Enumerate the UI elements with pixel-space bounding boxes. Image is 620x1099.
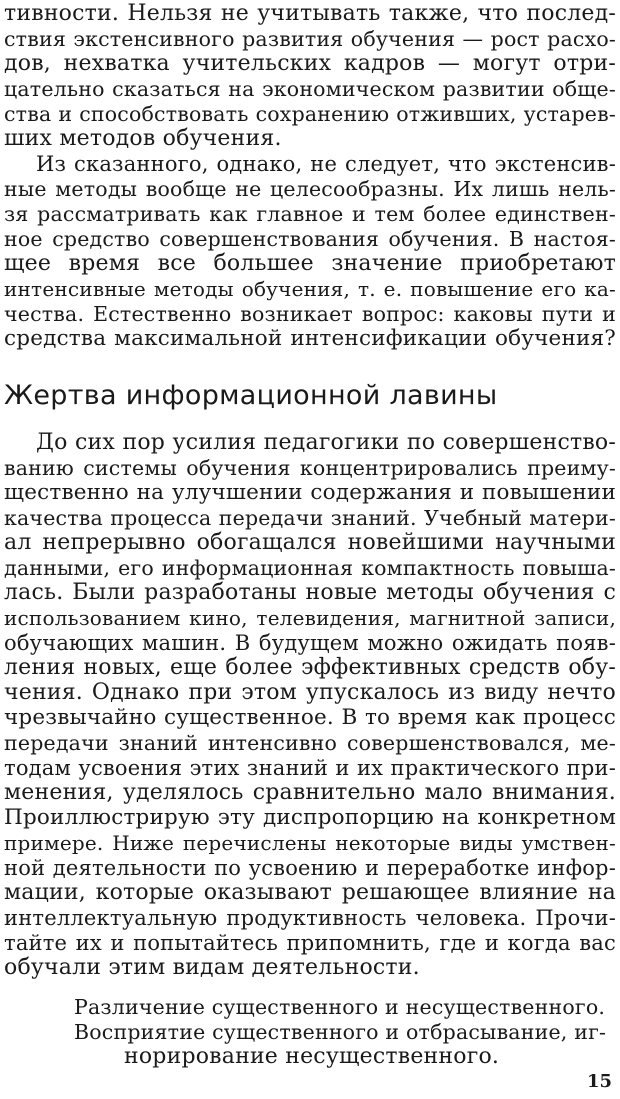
text-line: ства и способствовать сохранению отживших, устарев- [4,102,616,126]
text-line: примере. Ниже перечислены некоторые виды умствен- [4,831,616,855]
text-line: мации, которые оказывают решающее влияние на [4,880,616,905]
text-line: обучали этим видам деятельности. [4,955,420,980]
text-line: Проиллюстрирую эту диспропорцию на конкретном [4,805,616,830]
text-line: тодам усвоения этих знаний и их практического при- [4,756,616,780]
text-line: интеллектуальную продуктивность человека. Прочи- [4,906,616,930]
text-line: чения. Однако при этом упускалось из виду нечто [4,680,616,705]
text-line: До сих пор усилия педагогики по совершенство- [36,430,616,455]
list-item: норирование несущественного. [124,1044,500,1069]
text-line: ших методов обучения. [4,126,282,151]
text-line: использованием кино, телевидения, магнитной записи, [4,606,616,630]
text-line: качества процесса передачи знаний. Учебный матери- [4,506,616,530]
text-line: дов, нехватка учительских кадров — могут отри- [4,51,616,76]
text-line: интенсивные методы обучения, т. е. повышение его ка- [4,277,616,301]
text-line: чества. Естественно возникает вопрос: каковы пути и [4,302,616,326]
text-line: средства максимальной интенсификации обучения? [4,326,616,351]
list-item: Восприятие существенного и отбрасывание, иг- [74,1020,607,1044]
text-line: ления новых, еще более эффективных средств обу- [4,655,616,680]
section-heading: Жертва информационной лавины [4,380,498,411]
text-line: менения, уделялось сравнительно мало внимания. [4,780,616,805]
text-line: ствия экстенсивного развития обучения — рост расхо- [4,27,616,51]
text-line: лась. Были разработаны новые методы обучения с [4,580,616,605]
text-line: цательно сказаться на экономическом развитии обще- [4,77,616,101]
text-line: ал непрерывно обогащался новейшими научными [4,530,616,555]
text-line: щее время все большее значение приобретают [4,251,616,276]
text-line: ванию системы обучения концентрировались преиму- [4,456,616,480]
text-line: зя рассматривать как главное и тем более единствен- [4,202,616,226]
text-line: щественно на улучшении содержания и повышении [4,480,616,505]
text-line: Из сказанного, однако, не следует, что экстенсив- [36,152,616,176]
text-line: передачи знаний интенсивно совершенствовался, ме- [4,731,616,755]
text-line: ной деятельности по усвоению и переработке инфор- [4,856,616,880]
text-line: чрезвычайно существенное. В то время как процесс [4,705,616,730]
text-line: обучающих машин. В будущем можно ожидать появ- [4,631,616,655]
text-line: тивности. Нельзя не учитывать также, что послед- [4,1,616,26]
page-number: 15 [586,1071,612,1092]
text-line: ное средство совершенствования обучения. В настоя- [4,227,616,251]
list-item: Различение существенного и несущественного. [74,995,606,1019]
text-line: тайте их и попытайтесь припомнить, где и когда вас [4,931,616,955]
text-line: данными, его информационная компактность повыша- [4,556,616,580]
text-line: ные методы вообще не целесообразны. Их лишь нель- [4,177,616,201]
